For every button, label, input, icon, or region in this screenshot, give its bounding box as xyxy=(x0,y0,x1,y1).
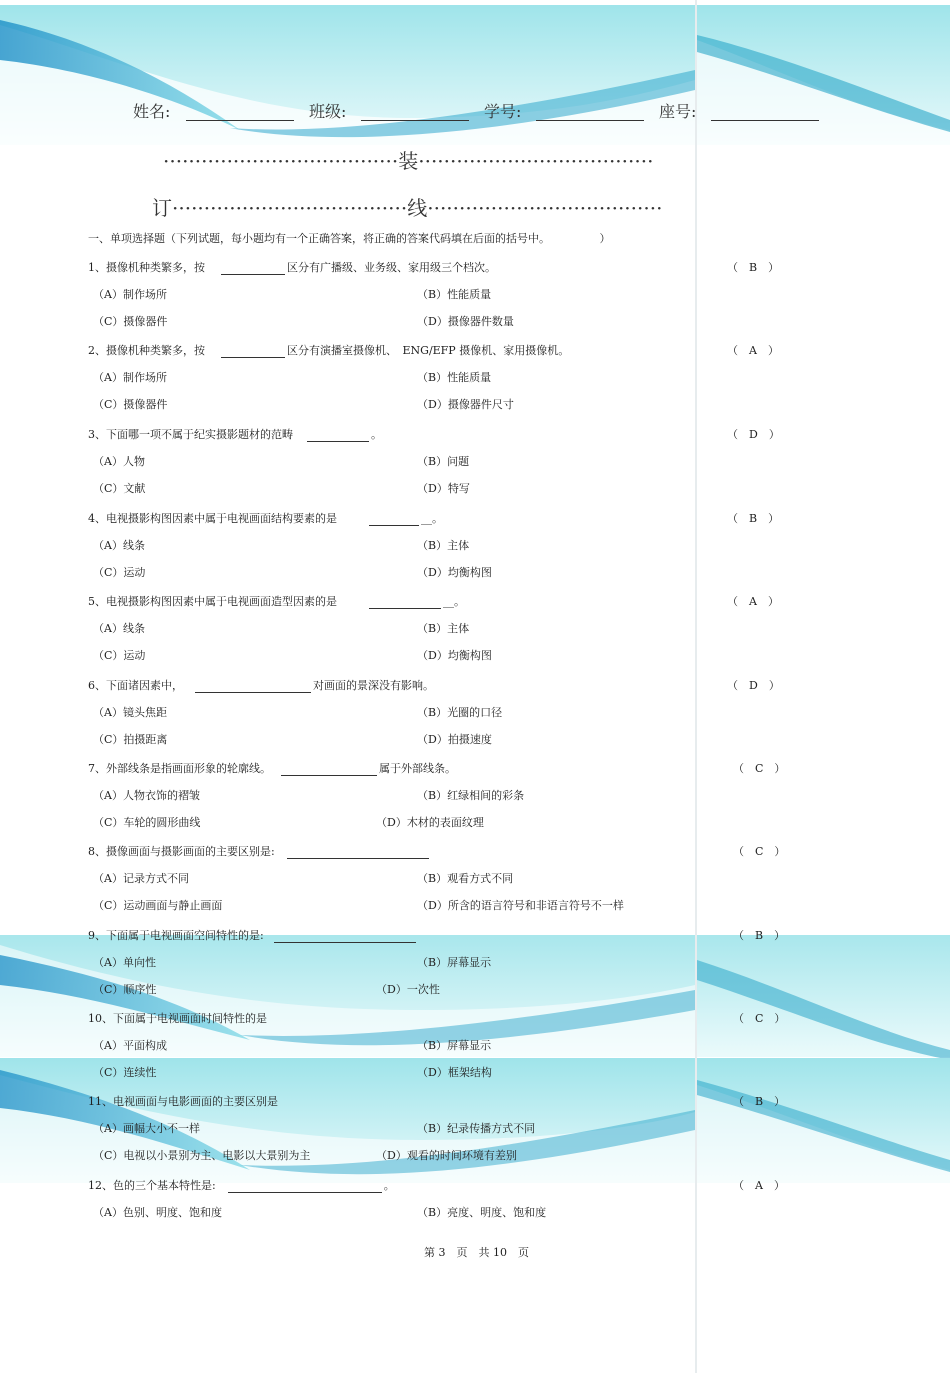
option-d[interactable]: （D）摄像器件尺寸 xyxy=(417,398,514,411)
question-stem-text: 11、电视画面与电影画面的主要区别是 xyxy=(88,1095,278,1108)
question-stem xyxy=(88,593,465,609)
option-b[interactable]: （B）纪录传播方式不同 xyxy=(417,1122,536,1135)
option-d[interactable]: （D）摄像器件数量 xyxy=(417,315,514,328)
option-a[interactable]: （A）记录方式不同 xyxy=(93,872,189,885)
option-c[interactable]: （C）车轮的圆形曲线 xyxy=(93,816,201,829)
question-stem-suffix: 区分有演播室摄像机、 ENG/EFP 摄像机、家用摄像机。 xyxy=(287,344,570,357)
answer-bracket: （ A ） xyxy=(727,595,779,608)
question-stem xyxy=(88,927,418,943)
option-c[interactable]: （C）拍摄距离 xyxy=(93,733,168,746)
question-stem-text: 7、外部线条是指画面形象的轮廓线。 xyxy=(88,762,271,775)
option-b[interactable]: （B）屏幕显示 xyxy=(417,956,492,969)
answer-blank[interactable] xyxy=(221,263,285,275)
answer-blank[interactable] xyxy=(307,430,369,442)
answer-bracket: （ B ） xyxy=(727,261,780,274)
question-stem xyxy=(88,1093,278,1109)
question-stem xyxy=(88,760,456,776)
student-id-field[interactable] xyxy=(536,104,644,121)
question-stem-suffix: 对画面的景深没有影响。 xyxy=(313,679,434,692)
question-stem-text: 1、摄像机种类繁多，按 xyxy=(88,261,205,274)
answer-blank[interactable] xyxy=(221,346,285,358)
option-b[interactable]: （B）性能质量 xyxy=(417,371,492,384)
answer-blank[interactable] xyxy=(195,681,311,693)
answer-blank[interactable] xyxy=(369,514,419,526)
binding-line-2: 订·····································线····································· xyxy=(152,196,663,220)
question-stem-text: 6、下面诸因素中， xyxy=(88,679,183,692)
seat-field[interactable] xyxy=(711,104,819,121)
answer-blank[interactable] xyxy=(369,597,441,609)
option-d[interactable]: （D）均衡构图 xyxy=(417,649,492,662)
option-b[interactable]: （B）主体 xyxy=(417,622,470,635)
question-stem-text: 10、下面属于电视画面时间特性的是 xyxy=(88,1012,267,1025)
option-a[interactable]: （A）线条 xyxy=(93,539,145,552)
option-d[interactable]: （D）观看的时间环境有差别 xyxy=(376,1149,517,1162)
question-stem xyxy=(88,843,431,859)
question-stem xyxy=(88,342,569,358)
question-stem xyxy=(88,259,496,275)
option-c[interactable]: （C）运动画面与静止画面 xyxy=(93,899,223,912)
question-stem-text: 8、摄像画面与摄影画面的主要区别是: xyxy=(88,845,275,858)
option-d[interactable]: （D）均衡构图 xyxy=(417,566,492,579)
option-a[interactable]: （A）单向性 xyxy=(93,956,156,969)
answer-bracket: （ D ） xyxy=(727,679,780,692)
answer-bracket: （ B ） xyxy=(733,1095,786,1108)
page-footer: 第 3 页 共 10 页 xyxy=(424,1246,529,1259)
name-field[interactable] xyxy=(186,104,294,121)
question-stem xyxy=(88,677,434,693)
answer-bracket: （ C ） xyxy=(733,1012,786,1025)
option-a[interactable]: （A）线条 xyxy=(93,622,145,635)
option-c[interactable]: （C）摄像器件 xyxy=(93,315,168,328)
option-a[interactable]: （A）镜头焦距 xyxy=(93,706,167,719)
question-stem-text: 3、下面哪一项不属于纪实摄影题材的范畴 xyxy=(88,428,293,441)
question-stem xyxy=(88,510,443,526)
question-stem-suffix: 属于外部线条。 xyxy=(379,762,456,775)
answer-blank[interactable] xyxy=(287,847,429,859)
question-stem-suffix: 区分有广播级、业务级、家用级三个档次。 xyxy=(287,261,496,274)
answer-blank[interactable] xyxy=(228,1181,382,1193)
answer-bracket: （ C ） xyxy=(733,845,786,858)
option-c[interactable]: （C）运动 xyxy=(93,566,146,579)
option-b[interactable]: （B）亮度、明度、饱和度 xyxy=(417,1206,547,1219)
option-c[interactable]: （C）顺序性 xyxy=(93,983,157,996)
student-id-label: 学号: xyxy=(484,102,522,121)
question-stem-text: 12、色的三个基本特性是: xyxy=(88,1179,216,1192)
option-d[interactable]: （D）特写 xyxy=(417,482,470,495)
class-field[interactable] xyxy=(361,104,469,121)
question-stem xyxy=(88,426,382,442)
option-c[interactable]: （C）电视以小景别为主、电影以大景别为主 xyxy=(93,1149,311,1162)
binding-line-1: ·····································装····································· xyxy=(163,149,654,173)
option-d[interactable]: （D）木材的表面纹理 xyxy=(376,816,484,829)
option-c[interactable]: （C）运动 xyxy=(93,649,146,662)
option-c[interactable]: （C）连续性 xyxy=(93,1066,157,1079)
option-c[interactable]: （C）摄像器件 xyxy=(93,398,168,411)
answer-bracket: （ A ） xyxy=(727,344,779,357)
option-a[interactable]: （A）色别、明度、饱和度 xyxy=(93,1206,222,1219)
answer-bracket: （ C ） xyxy=(733,762,786,775)
option-a[interactable]: （A）人物衣饰的褶皱 xyxy=(93,789,200,802)
section-title: 一、单项选择题（下列试题，每小题均有一个正确答案，将正确的答案代码填在后面的括号中。 ） xyxy=(88,232,611,245)
answer-bracket: （ B ） xyxy=(727,512,780,525)
option-b[interactable]: （B）红绿相间的彩条 xyxy=(417,789,525,802)
answer-bracket: （ B ） xyxy=(733,929,786,942)
question-stem-suffix: 。 xyxy=(383,1179,395,1192)
answer-blank[interactable] xyxy=(281,764,377,776)
question-stem-suffix: 。 xyxy=(371,428,382,441)
question-stem-text: 2、摄像机种类繁多，按 xyxy=(88,344,205,357)
option-b[interactable]: （B）屏幕显示 xyxy=(417,1039,492,1052)
option-b[interactable]: （B）光圈的口径 xyxy=(417,706,503,719)
question-stem-text: 9、下面属于电视画面空间特性的是: xyxy=(88,929,264,942)
option-a[interactable]: （A）制作场所 xyxy=(93,371,167,384)
option-a[interactable]: （A）画幅大小不一样 xyxy=(93,1122,200,1135)
seat-label: 座号: xyxy=(659,102,697,121)
option-d[interactable]: （D）一次性 xyxy=(376,983,440,996)
option-b[interactable]: （B）问题 xyxy=(417,455,470,468)
option-a[interactable]: （A）人物 xyxy=(93,455,145,468)
option-d[interactable]: （D）框架结构 xyxy=(417,1066,492,1079)
question-stem-suffix: __。 xyxy=(421,512,443,525)
option-c[interactable]: （C）文献 xyxy=(93,482,146,495)
option-d[interactable]: （D）拍摄速度 xyxy=(417,733,492,746)
class-label: 班级: xyxy=(309,102,347,121)
option-b[interactable]: （B）主体 xyxy=(417,539,470,552)
answer-blank[interactable] xyxy=(274,931,416,943)
name-label: 姓名: xyxy=(133,102,171,121)
question-stem-text: 5、电视摄影构图因素中属于电视画面造型因素的是 xyxy=(88,595,337,608)
answer-bracket: （ D ） xyxy=(727,428,780,441)
question-stem xyxy=(88,1010,267,1026)
question-stem xyxy=(88,1177,395,1193)
question-stem-suffix: __。 xyxy=(443,595,465,608)
option-b[interactable]: （B）性能质量 xyxy=(417,288,492,301)
option-d[interactable]: （D）所含的语言符号和非语言符号不一样 xyxy=(417,899,624,912)
question-stem-text: 4、电视摄影构图因素中属于电视画面结构要素的是 xyxy=(88,512,337,525)
option-a[interactable]: （A）平面构成 xyxy=(93,1039,167,1052)
answer-bracket: （ A ） xyxy=(733,1179,785,1192)
option-a[interactable]: （A）制作场所 xyxy=(93,288,167,301)
option-b[interactable]: （B）观看方式不同 xyxy=(417,872,514,885)
